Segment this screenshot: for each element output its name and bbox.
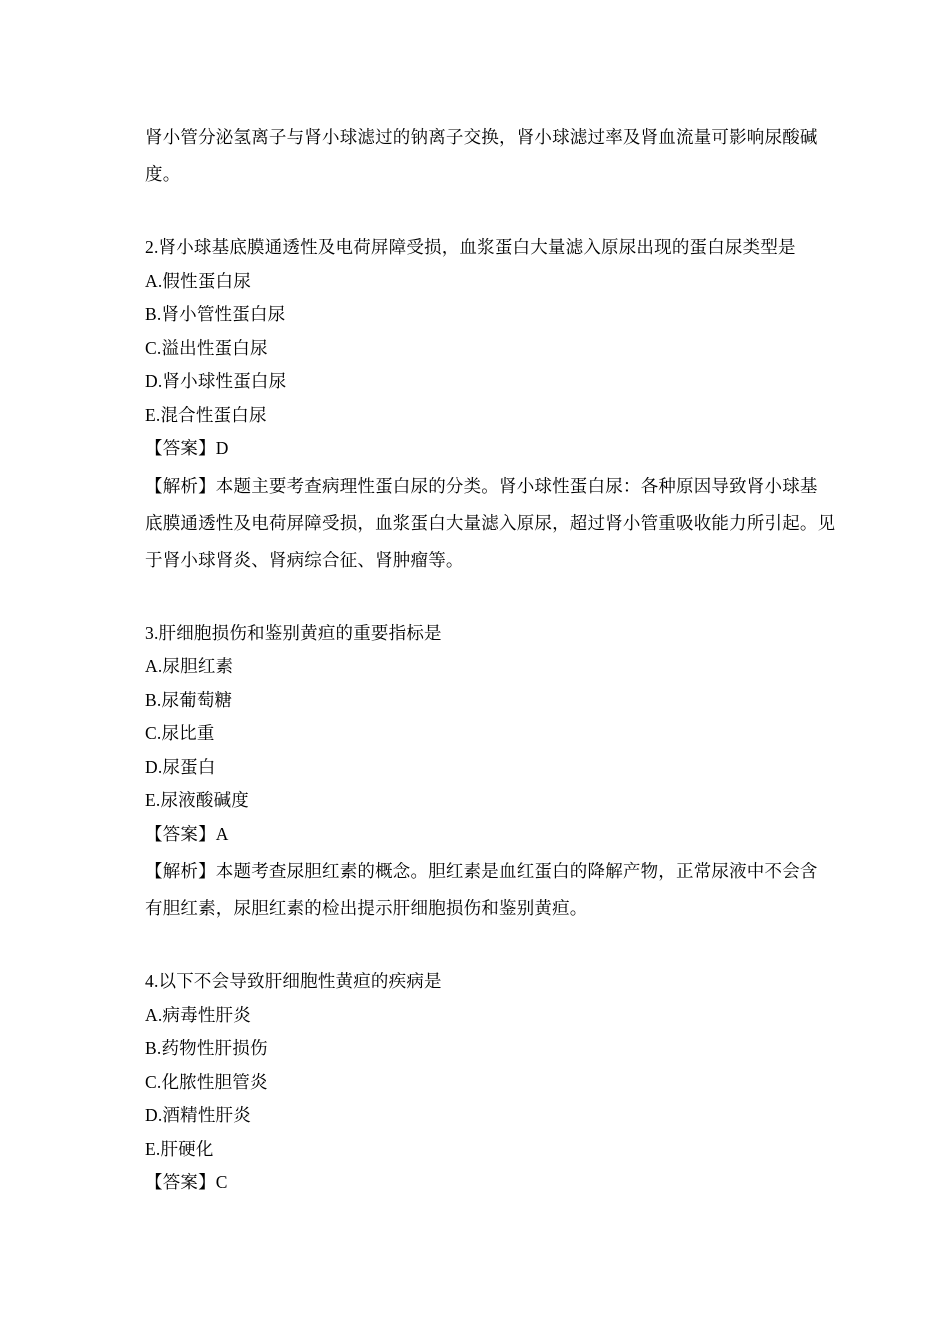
option-c: C.尿比重 bbox=[145, 723, 215, 743]
intro-line: 肾小管分泌氢离子与肾小球滤过的钠离子交换，肾小球滤过率及肾血流量可影响尿酸碱 bbox=[145, 127, 818, 147]
explanation-line: 【解析】本题主要考查病理性蛋白尿的分类。肾小球性蛋白尿：各种原因导致肾小球基 bbox=[145, 475, 818, 496]
option-e: E.肝硬化 bbox=[145, 1138, 214, 1159]
answer-line: 【答案】D bbox=[145, 438, 229, 458]
option-c: C.化脓性胆管炎 bbox=[145, 1071, 268, 1092]
explanation-line: 【解析】本题考查尿胆红素的概念。胆红素是血红蛋白的降解产物，正常尿液中不会含 bbox=[145, 861, 818, 881]
question-stem: 3.肝细胞损伤和鉴别黄疸的重要指标是 bbox=[145, 622, 442, 643]
option-c: C.溢出性蛋白尿 bbox=[145, 337, 268, 358]
intro-paragraph bbox=[145, 119, 818, 193]
document-content bbox=[145, 119, 836, 1200]
option-e: E.混合性蛋白尿 bbox=[145, 404, 267, 425]
option-e: E.尿液酸碱度 bbox=[145, 790, 249, 810]
option-a: A.病毒性肝炎 bbox=[145, 1004, 251, 1025]
answer-line: 【答案】C bbox=[145, 1172, 228, 1192]
answer-line: 【答案】A bbox=[145, 823, 229, 844]
explanation-line: 底膜通透性及电荷屏障受损，血浆蛋白大量滤入原尿，超过肾小管重吸收能力所引起。见 bbox=[145, 512, 836, 533]
option-d: D.肾小球性蛋白尿 bbox=[145, 371, 287, 391]
intro-line: 度。 bbox=[145, 164, 181, 184]
option-d: D.酒精性肝炎 bbox=[145, 1105, 251, 1125]
explanation-paragraph bbox=[145, 853, 818, 927]
option-a: A.尿胆红素 bbox=[145, 656, 234, 676]
question-block-4 bbox=[145, 965, 810, 1200]
question-stem: 4.以下不会导致肝细胞性黄疸的疾病是 bbox=[145, 971, 442, 991]
option-d: D.尿蛋白 bbox=[145, 756, 216, 777]
explanation-line: 有胆红素，尿胆红素的检出提示肝细胞损伤和鉴别黄疸。 bbox=[145, 898, 588, 918]
question-stem: 2.肾小球基底膜通透性及电荷屏障受损，血浆蛋白大量滤入原尿出现的蛋白尿类型是 bbox=[145, 237, 796, 257]
explanation-line: 于肾小球肾炎、肾病综合征、肾肿瘤等。 bbox=[145, 549, 464, 570]
question-block-3 bbox=[145, 617, 818, 928]
option-b: B.尿葡萄糖 bbox=[145, 689, 233, 710]
question-block-2 bbox=[145, 231, 836, 579]
option-b: B.药物性肝损伤 bbox=[145, 1038, 268, 1058]
option-a: A.假性蛋白尿 bbox=[145, 270, 251, 291]
explanation-paragraph bbox=[145, 468, 836, 579]
option-b: B.肾小管性蛋白尿 bbox=[145, 304, 286, 324]
